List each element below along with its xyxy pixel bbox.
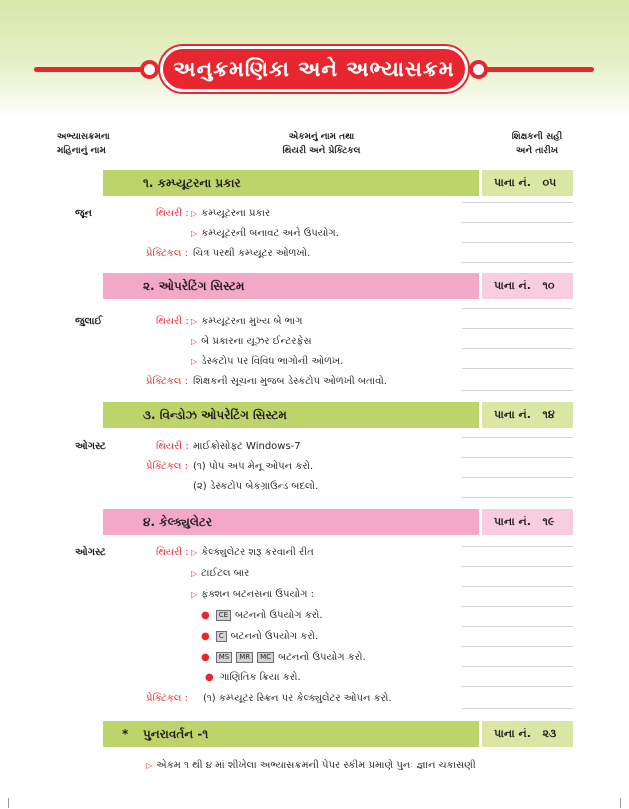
theory-label: થિયરી : [156,316,189,327]
bullet-icon: ● [201,631,210,642]
unit-1-title: ૧. કમ્પ્યૂટરના પ્રકાર [143,176,241,190]
arrow-icon: ▷ [191,209,198,218]
key-mc: MC [257,652,274,663]
key-mr: MR [236,652,253,663]
signature-line [462,262,573,263]
page-label: પાના નં. [494,176,531,189]
page-title: અનુક્રમણિકા અને અભ્યાસક્રમ [160,46,468,92]
crop-mark [611,798,621,808]
arrow-icon: ▷ [191,337,198,346]
unit-header-line: એકમનું નામ તથા [288,132,355,142]
page-number: ૧૦ [542,279,555,292]
signature-line [462,368,573,369]
theory-item: ▷ કમ્પ્યૂટરના મુખ્ય બે ભાગ [191,316,303,327]
bullet-icon: ● [205,672,214,683]
unit-1-page [479,170,573,196]
signature-line [462,328,573,329]
signature-line [462,242,573,243]
arrow-icon: ▷ [191,317,198,326]
signature-line [462,202,573,203]
signature-line [462,708,573,709]
sign-header-line: અને તારીખ [515,146,559,156]
page-number: ૧૪ [542,408,555,421]
unit-4-bar [103,509,573,535]
page-label: પાના નં. [494,727,531,740]
arrow-icon: ▷ [191,569,198,578]
practical-label: પ્રેક્ટિકલ : [146,461,189,472]
arrow-icon: ▷ [191,548,198,557]
practical-item: શિક્ષકની સૂચના મુજબ ડેસ્કટોપ ઓળખી બતાવો. [193,376,387,387]
practical-item: (૧) કમ્પ્યૂટર સ્ક્રિન પર કેલ્ક્યુલેટર ઓપન કરો. [203,693,392,704]
unit-4-page [479,509,573,535]
revision-page [479,721,573,747]
sign-column-header [500,130,574,158]
page-number: ૦૫ [542,176,557,189]
signature-line [462,348,573,349]
theory-item: ▷ કેલ્ક્યુલેટર શરૂ કરવાની રીત [191,547,314,558]
function-item: ● MS MR MC બટનનો ઉપયોગ કરો. [201,652,366,663]
unit-1-month: જૂન [75,208,92,219]
page-number: ૧૯ [542,515,555,528]
title-rule-left [34,67,144,72]
practical-label: પ્રેક્ટિકલ : [146,693,189,704]
arrow-icon: ▷ [191,229,198,238]
unit-4-month: ઓગસ્ટ [75,547,106,558]
unit-3-bar [103,402,573,428]
bullet-icon: ● [201,610,210,621]
theory-item: ▷ ફંક્શન બટનસના ઉપયોગ : [191,589,315,600]
title-banner [34,46,594,92]
arrow-icon: ▷ [191,357,198,366]
theory-item: માઈક્રોસોફ્ટ Windows-7 [193,441,301,452]
arrow-icon: ▷ [191,590,198,599]
title-ring-left-icon [140,60,159,79]
signature-line [462,646,573,647]
theory-item: ▷ ડેસ્કટોપ પર વિવિધ ભાગોની ઓળખ. [191,356,344,367]
signature-line [462,566,573,567]
revision-title: પુનરાવર્તન -૧ [143,727,209,741]
theory-item: ▷ કમ્પ્યૂટરની બનાવટ અને ઉપયોગ. [191,228,339,239]
practical-item: ચિત્ર પરથી કમ્પ્યૂટર ઓળખો. [193,248,311,259]
unit-2-title: ૨. ઓપરેટિંગ સિસ્ટમ [143,279,245,293]
signature-line [462,457,573,458]
practical-item: (૧) પોપ અપ મેનૂ ઓપન કરો. [193,461,314,472]
unit-4-title: ૪. કેલ્ક્યુલેટર [143,515,213,529]
function-item: ● C બટનનો ઉપયોગ કરો. [201,631,319,642]
practical-label: પ્રેક્ટિકલ : [146,248,189,259]
practical-label: પ્રેક્ટિકલ : [146,376,189,387]
signature-line [462,497,573,498]
title-rule-right [484,67,594,72]
signature-line [462,222,573,223]
unit-3-page [479,402,573,428]
theory-item: ▷ કમ્પ્યૂટરના પ્રકાર [191,208,271,219]
theory-label: થિયરી : [156,208,189,219]
signature-line [462,546,573,547]
month-header-line: અભ્યાસક્રમના [57,132,110,142]
theory-label: થિયરી : [156,441,189,452]
function-item: ● ગાણિતિક ક્રિયા કરો. [205,672,301,683]
function-item: ● CE બટનનો ઉપયોગ કરો. [201,610,323,621]
page-label: પાના નં. [494,279,531,292]
revision-bullet: * [122,727,129,741]
practical-item: (૨) ડેસ્કટોપ બેકગ્રાઉન્ડ બદલો. [193,481,319,492]
unit-2-page [479,273,573,299]
unit-3-month: ઓગસ્ટ [75,441,106,452]
theory-label: થિયરી : [156,547,189,558]
signature-line [462,308,573,309]
signature-line [462,477,573,478]
signature-line [462,666,573,667]
key-c: C [216,631,227,642]
unit-2-month: જુલાઈ [75,316,103,327]
theory-item: ▷ ટાઈટલ બાર [191,568,250,579]
signature-line [462,437,573,438]
arrow-icon: ▷ [146,761,153,770]
signature-line [462,626,573,627]
page-label: પાના નં. [494,408,531,421]
bullet-icon: ● [201,652,210,663]
theory-item: ▷ બે પ્રકારના યૂઝર ઈન્ટરફેસ [191,336,312,347]
signature-line [462,390,573,391]
revision-note: ▷ એકમ ૧ થી ૪ માં શીખેલા અભ્યાસક્રમની પેપર સ્કીમ પ્રમાણે પુનઃ જ્ઞાન ચકાસણી [146,760,476,771]
key-ms: MS [216,652,232,663]
crop-mark [8,798,18,808]
signature-line [462,686,573,687]
signature-line [462,586,573,587]
revision-bar [103,721,573,747]
page-label: પાના નં. [494,515,531,528]
page-number: ૨૩ [542,727,557,740]
unit-2-bar [103,273,573,299]
month-header-line: મહિનાનું નામ [57,146,106,156]
unit-3-title: ૩. વિન્ડોઝ ઓપરેટિંગ સિસ્ટમ [143,408,287,422]
unit-header-line: થિયરી અને પ્રેક્ટિકલ [282,146,361,156]
unit-1-bar [103,170,573,196]
sign-header-line: શિક્ષકની સહી [511,132,563,142]
signature-line [462,606,573,607]
key-ce: CE [216,610,231,621]
